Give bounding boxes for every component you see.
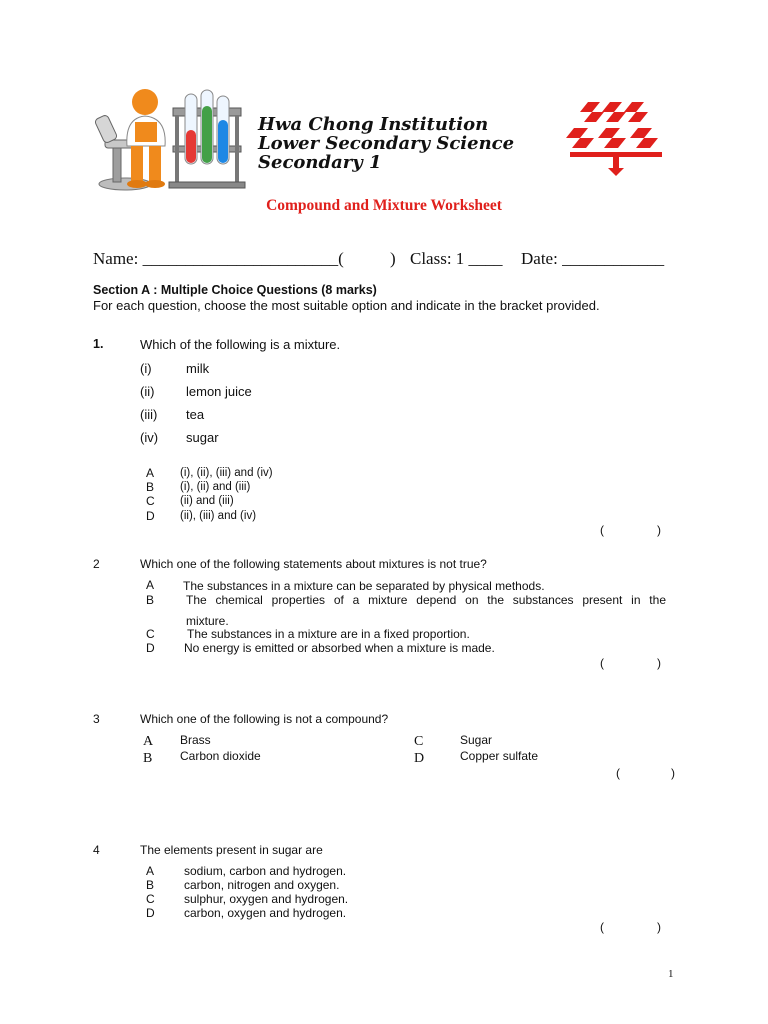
q4-option-letter: A	[146, 864, 155, 878]
q2-option-text: The chemical properties of a mixture depend on the substances present in the	[186, 593, 666, 607]
q2-option-text: No energy is emitted or absorbed when a mixture is made.	[184, 641, 495, 655]
q4-option-text: sodium, carbon and hydrogen.	[184, 864, 347, 878]
q1-item-text: lemon juice	[186, 384, 252, 399]
q1-option-text: (i), (ii), (iii) and (iv)	[180, 467, 273, 479]
q1-option-text: (ii), (iii) and (iv)	[180, 510, 257, 522]
question-2-text: Which one of the following statements about mixtures is not true?	[140, 557, 487, 571]
school-name: Hwa Chong Institution	[258, 114, 489, 135]
q1-item-roman: (i)	[140, 361, 152, 376]
q4-option-text: sulphur, oxygen and hydrogen.	[184, 892, 349, 906]
date-field[interactable]: Date: ____________	[521, 249, 665, 268]
q3-option-text: Carbon dioxide	[180, 749, 261, 763]
page-number: 1	[668, 968, 674, 980]
q4-option-text: carbon, nitrogen and oxygen.	[184, 878, 340, 892]
q4-option-text: carbon, oxygen and hydrogen.	[184, 906, 347, 920]
q3-option-text: Sugar	[460, 733, 493, 747]
class-field[interactable]: Class: 1 ____	[410, 249, 503, 268]
q2-option-letter: B	[146, 593, 155, 607]
q1-option-letter: C	[146, 494, 155, 508]
q3-option-letter: C	[414, 734, 424, 749]
q3-option-text: Copper sulfate	[460, 749, 539, 763]
q3-option-letter: A	[143, 734, 154, 749]
question-4-number: 4	[93, 843, 100, 857]
q1-option-letter: B	[146, 480, 155, 494]
q4-option-letter: C	[146, 892, 155, 906]
index-paren-close: )	[390, 249, 396, 268]
q2-option-text: The substances in a mixture can be separated by physical methods.	[183, 579, 545, 593]
q3-option-letter: B	[143, 751, 153, 766]
q4-option-letter: D	[146, 906, 155, 920]
q3-answer-bracket-open[interactable]: (	[616, 766, 620, 780]
question-1-text: Which of the following is a mixture.	[140, 337, 341, 352]
q3-option-text: Brass	[180, 733, 211, 747]
q2-answer-bracket-open[interactable]: (	[600, 656, 604, 670]
q1-item-text: milk	[186, 361, 210, 376]
q2-option-letter: A	[146, 578, 155, 592]
q3-answer-bracket-close: )	[671, 766, 675, 780]
q1-answer-bracket-close: )	[657, 523, 661, 537]
worksheet-title: Compound and Mixture Worksheet	[266, 197, 502, 214]
name-field[interactable]: Name: _______________________(	[93, 249, 344, 268]
hci-crest-icon	[566, 98, 666, 176]
department-name: Lower Secondary Science	[258, 133, 515, 154]
question-3-number: 3	[93, 712, 100, 726]
section-instruction: For each question, choose the most suitable option and indicate in the bracket provided.	[93, 298, 600, 313]
q1-option-letter: A	[146, 466, 155, 480]
q1-option-letter: D	[146, 509, 155, 523]
q1-answer-bracket-open[interactable]: (	[600, 523, 604, 537]
q2-option-text-continued: mixture.	[186, 614, 229, 628]
q4-answer-bracket-close: )	[657, 920, 661, 934]
q2-answer-bracket-close: )	[657, 656, 661, 670]
question-2-number: 2	[93, 557, 100, 571]
section-heading: Section A : Multiple Choice Questions (8 marks)	[93, 283, 377, 297]
level-name: Secondary 1	[258, 152, 382, 173]
q1-item-roman: (iii)	[140, 407, 158, 422]
q4-answer-bracket-open[interactable]: (	[600, 920, 604, 934]
scientist-logo-icon	[95, 86, 255, 194]
question-1-number: 1.	[93, 337, 104, 351]
q3-option-letter: D	[414, 751, 425, 766]
q1-item-roman: (ii)	[140, 384, 155, 399]
q1-option-text: (ii) and (iii)	[180, 495, 234, 507]
question-3-text: Which one of the following is not a compound?	[140, 712, 389, 726]
q1-item-text: tea	[186, 407, 205, 422]
q2-option-letter: D	[146, 641, 155, 655]
question-4-text: The elements present in sugar are	[140, 843, 323, 857]
q1-item-roman: (iv)	[140, 430, 159, 445]
q1-item-text: sugar	[186, 430, 219, 445]
q2-option-text: The substances in a mixture are in a fixed proportion.	[187, 627, 470, 641]
q2-option-letter: C	[146, 627, 155, 641]
q4-option-letter: B	[146, 878, 155, 892]
q1-option-text: (i), (ii) and (iii)	[180, 481, 251, 493]
